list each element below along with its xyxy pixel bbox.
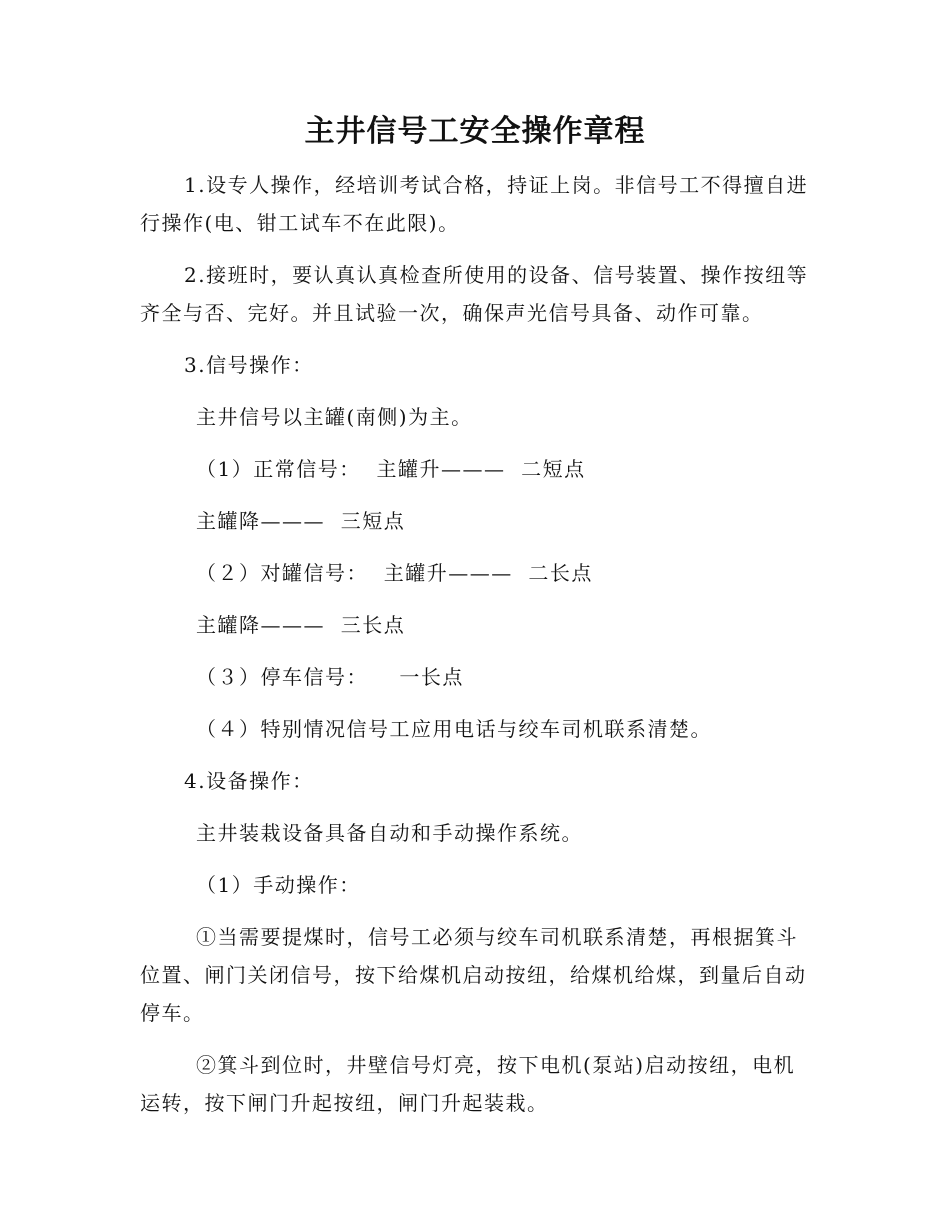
document-body [140,166,815,1136]
manual-operation-heading: （1）手动操作： [196,873,361,897]
signal-opposite-down: 主罐降——— 三长点 [196,613,406,637]
signal-normal-down: 主罐降——— 三短点 [196,509,406,533]
manual-step-2: ②箕斗到位时，井壁信号灯亮，按下电机(泵站)启动按纽，电机运转，按下闸门升起按纽，闸门升起装栽。 [140,1053,796,1115]
section-equipment-heading: 4.设备操作： [184,769,314,793]
signal-normal: （1）正常信号： 主罐升——— 二短点 [196,457,586,481]
manual-step-1: ①当需要提煤时，信号工必须与绞车司机联系清楚，再根据箕斗位置、闸门关闭信号，按下给煤机启动按纽，给煤机给煤，到量后自动停车。 [140,925,807,1025]
signal-main-note: 主井信号以主罐(南侧)为主。 [196,405,473,429]
paragraph-2: 2.接班时，要认真认真检查所使用的设备、信号装置、操作按纽等齐全与否、完好。并且试验一次，确保声光信号具备、动作可靠。 [140,263,809,325]
signal-opposite: （２）对罐信号： 主罐升——— 二长点 [196,561,593,585]
paragraph-1: 1.设专人操作，经培训考试合格，持证上岗。非信号工不得擅自进行操作(电、钳工试车不在此限)。 [140,173,809,235]
equipment-note: 主井装栽设备具备自动和手动操作系统。 [196,821,583,845]
section-signal-heading: 3.信号操作： [184,353,314,377]
document-title: 主井信号工安全操作章程 [304,114,646,149]
signal-special: （４）特别情况信号工应用电话与绞车司机联系清楚。 [196,717,712,741]
signal-stop: （３）停车信号： 一长点 [196,665,464,689]
